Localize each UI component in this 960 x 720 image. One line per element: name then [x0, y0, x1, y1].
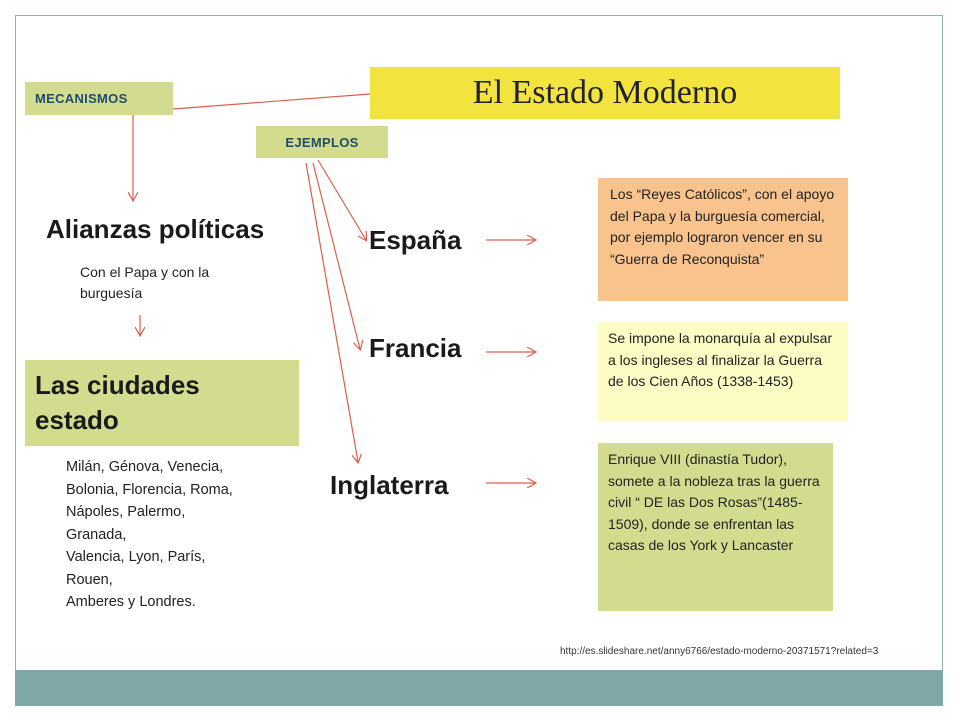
country-espana: España: [369, 225, 462, 255]
list-item: Milán, Génova, Venecia,: [66, 459, 224, 475]
ciudades-heading: Las ciudades estado: [25, 360, 299, 446]
note-espana: Los “Reyes Católicos”, con el apoyo del Papa y la burguesía comercial, por ejemplo lograron vencer en su “Guerra de Reconquista”: [598, 178, 848, 301]
ejemplos-to-espana-arrow: [318, 160, 366, 240]
country-francia: Francia: [369, 333, 462, 363]
title-to-mecanismos-line: [173, 94, 370, 109]
alianzas-heading: Alianzas políticas: [46, 214, 265, 244]
alianzas-subtext: Con el Papa y con la burguesía: [80, 264, 210, 301]
list-item: Valencia, Lyon, París,: [66, 549, 206, 565]
page-title: El Estado Moderno: [370, 67, 840, 119]
source-url: http://es.slideshare.net/anny6766/estado-moderno-20371571?related=3: [560, 646, 879, 657]
country-inglaterra: Inglaterra: [330, 470, 449, 500]
list-item: Bolonia, Florencia, Roma,: [66, 481, 233, 498]
mecanismos-label: MECANISMOS: [25, 82, 173, 115]
list-item: Rouen,: [66, 571, 113, 588]
note-inglaterra: Enrique VIII (dinastía Tudor), somete a la nobleza tras la guerra civil “ DE las Dos Rosas”(1485-1509), donde se enfrentan las casas de los York y Lancaster: [598, 443, 833, 611]
list-item: Nápoles, Palermo,: [66, 504, 186, 520]
list-item: Amberes y Londres.: [66, 594, 196, 610]
ejemplos-label: EJEMPLOS: [256, 126, 388, 158]
note-francia: Se impone la monarquía al expulsar a los ingleses al finalizar la Guerra de los Cien Años (1338-1453): [598, 322, 848, 421]
list-item: Granada,: [66, 526, 127, 543]
ciudades-list: [66, 456, 276, 614]
